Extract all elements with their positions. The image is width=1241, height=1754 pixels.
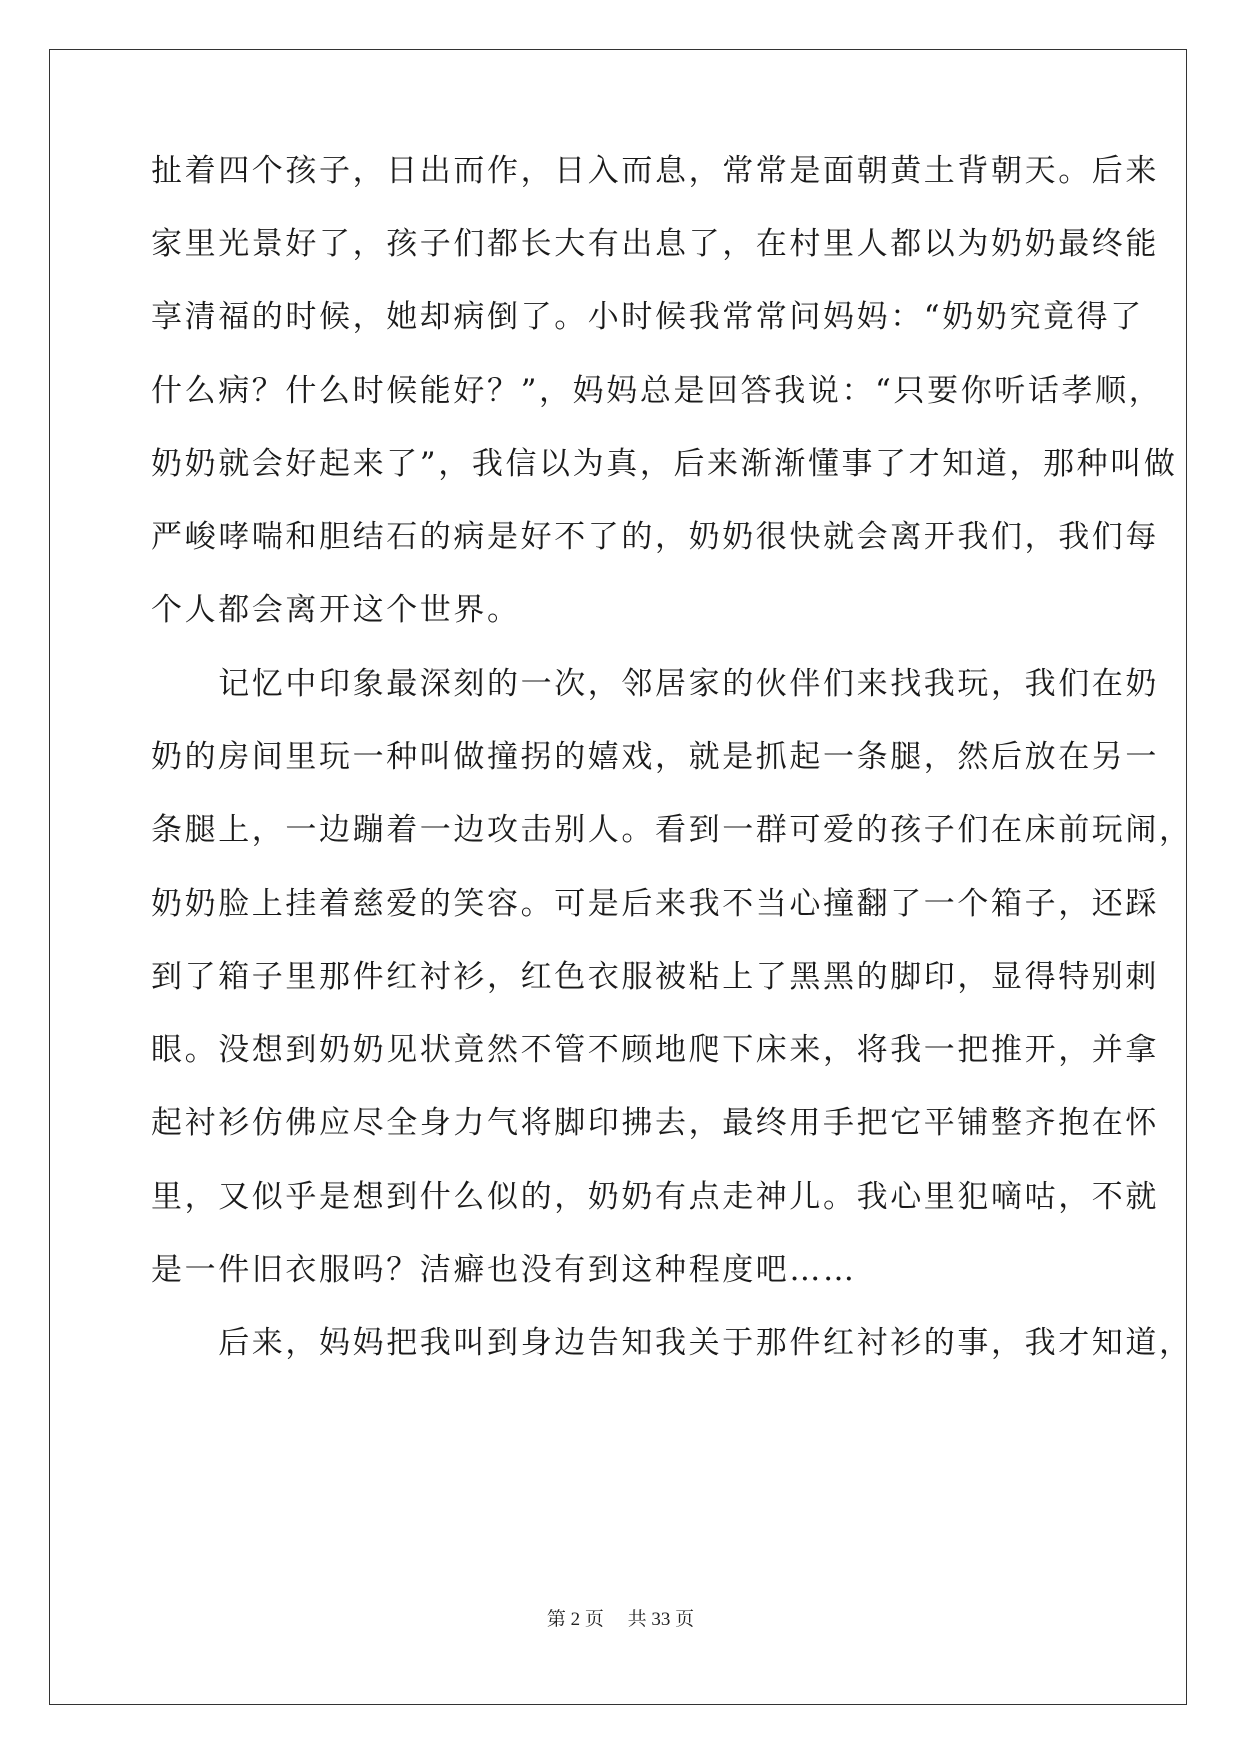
body-text-line: 记忆中印象最深刻的一次，邻居家的伙伴们来找我玩，我们在奶: [151, 666, 1159, 702]
body-text-line: 个人都会离开这个世界。: [151, 592, 521, 628]
body-text-line: 严峻哮喘和胆结石的病是好不了的，奶奶很快就会离开我们，我们每: [151, 519, 1159, 555]
body-text-line: 奶的房间里玩一种叫做撞拐的嬉戏，就是抓起一条腿，然后放在另一: [151, 739, 1159, 775]
body-text-line: 奶奶脸上挂着慈爱的笑容。可是后来我不当心撞翻了一个箱子，还踩: [151, 886, 1159, 922]
body-text-line: 什么病？什么时候能好？”，妈妈总是回答我说：“只要你听话孝顺，: [151, 373, 1163, 409]
page-number-footer: 第 2 页 共 33 页: [546, 1609, 695, 1630]
body-text-line: 后来，妈妈把我叫到身边告知我关于那件红衬衫的事，我才知道，: [151, 1325, 1193, 1361]
body-text-line: 到了箱子里那件红衬衫，红色衣服被粘上了黑黑的脚印，显得特别刺: [151, 959, 1159, 995]
body-text-line: 家里光景好了，孩子们都长大有出息了，在村里人都以为奶奶最终能: [151, 226, 1159, 262]
body-text-line: 眼。没想到奶奶见状竟然不管不顾地爬下床来，将我一把推开，并拿: [151, 1032, 1159, 1068]
body-text-line: 起衬衫仿佛应尽全身力气将脚印拂去，最终用手把它平铺整齐抱在怀: [151, 1105, 1159, 1141]
body-text-line: 享清福的时候，她却病倒了。小时候我常常问妈妈：“奶奶究竟得了: [151, 299, 1144, 335]
body-text-line: 条腿上，一边蹦着一边攻击别人。看到一群可爱的孩子们在床前玩闹，: [151, 812, 1193, 848]
body-text-line: 奶奶就会好起来了”，我信以为真，后来渐渐懂事了才知道，那种叫做: [151, 446, 1178, 482]
body-text-line: 扯着四个孩子，日出而作，日入而息，常常是面朝黄土背朝天。后来: [151, 153, 1159, 189]
body-text-line: 里，又似乎是想到什么似的，奶奶有点走神儿。我心里犯嘀咕，不就: [151, 1179, 1159, 1215]
body-text-line: 是一件旧衣服吗？洁癖也没有到这种程度吧……: [151, 1252, 857, 1288]
